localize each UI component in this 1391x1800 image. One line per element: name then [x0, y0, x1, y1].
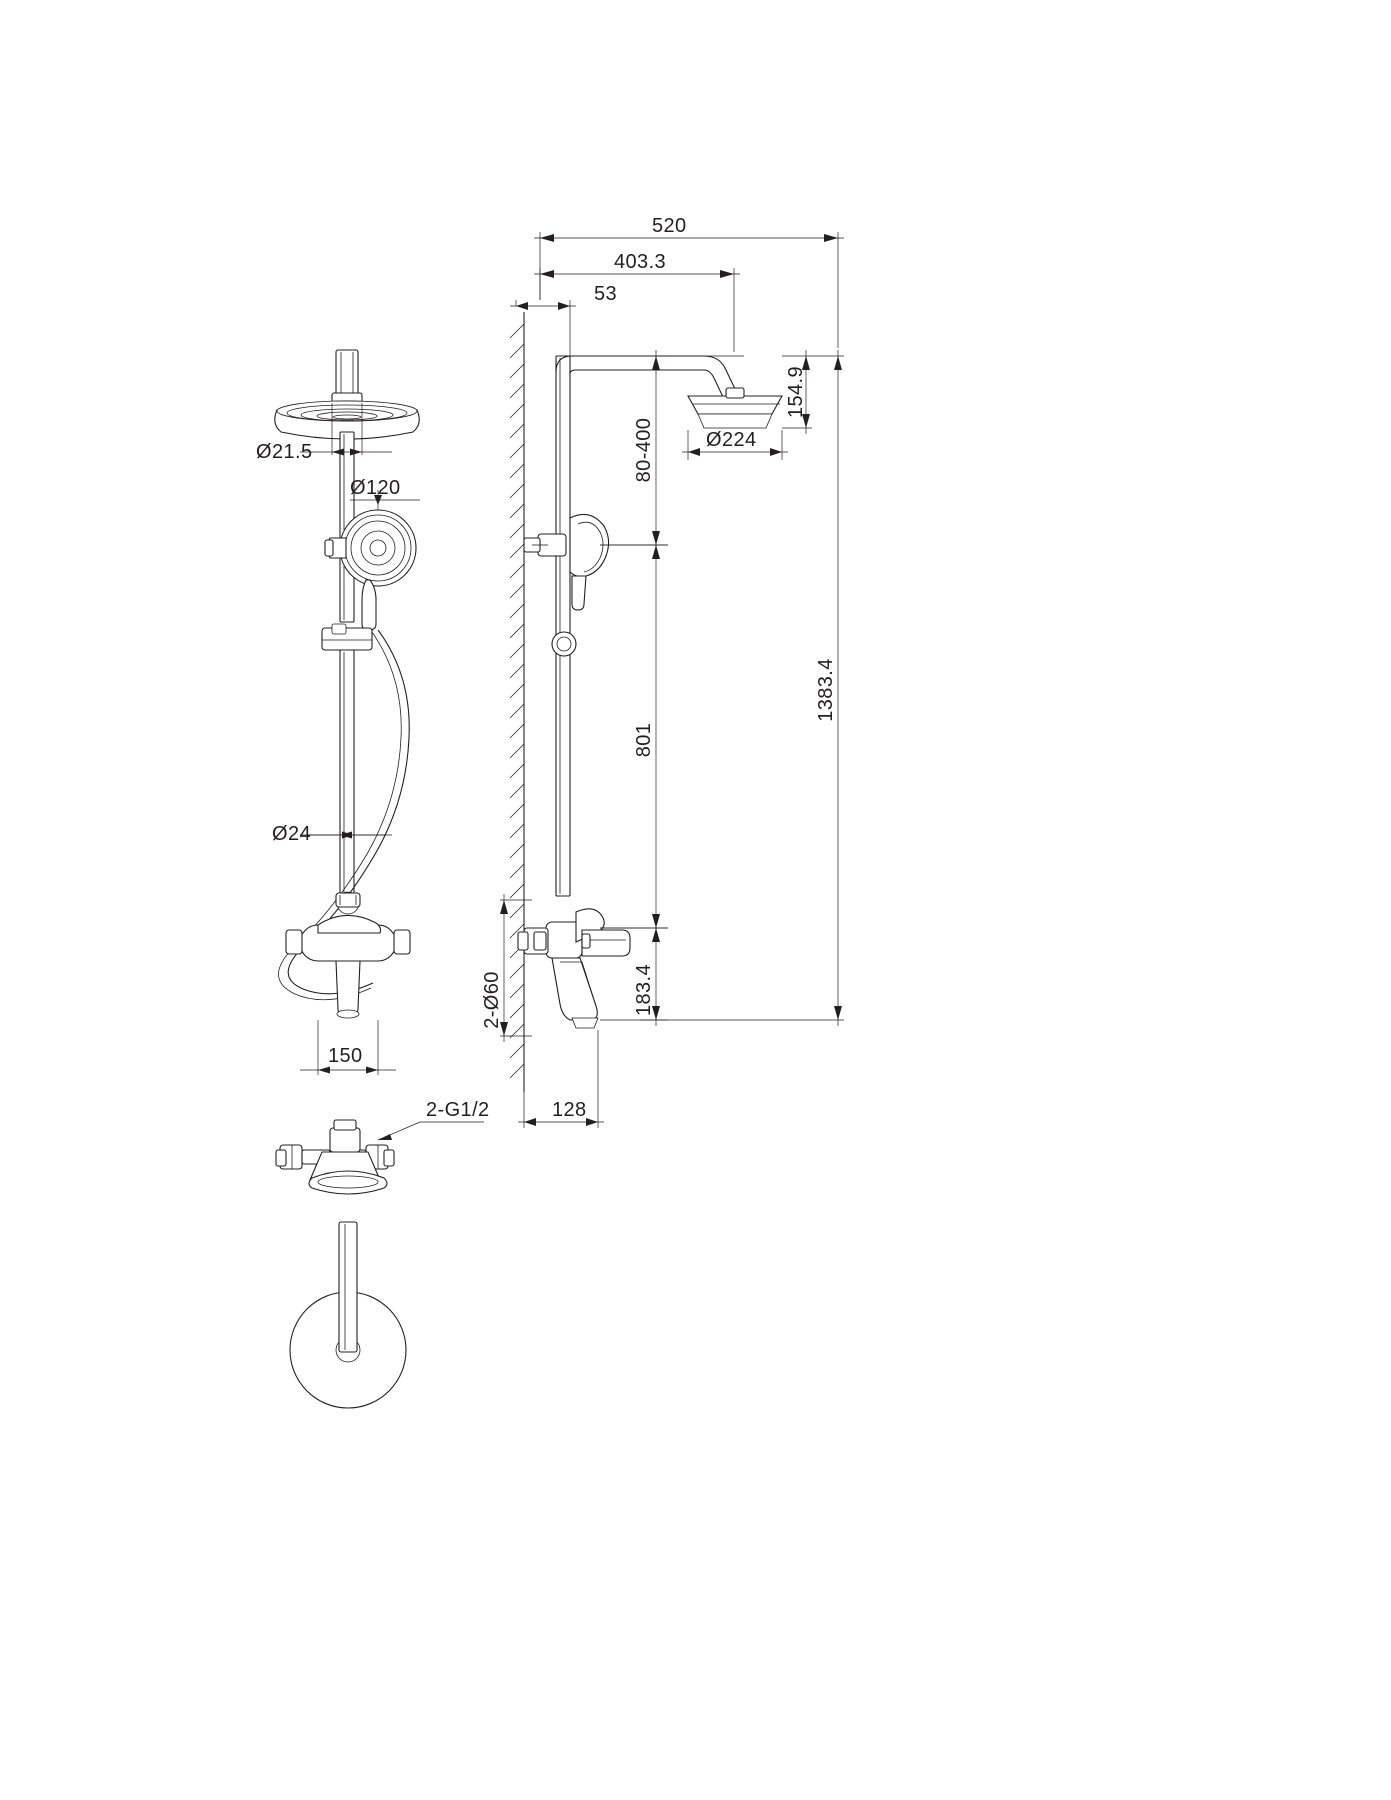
dim-overhead-head-height: 154.9	[785, 365, 807, 419]
dim-overhead-head-dia: Ø224	[706, 429, 757, 451]
dim-thread-callout: 2-G1/2	[426, 1099, 490, 1121]
dim-riser-offset: 53	[594, 283, 618, 305]
side-view-dimensions	[481, 215, 844, 1128]
dim-overhead-arm-projection: 403.3	[614, 251, 667, 273]
dim-overhead-stem-dia: Ø21.5	[256, 441, 313, 463]
dim-total-height: 1383.4	[815, 658, 837, 722]
dim-rail-dia: Ø24	[272, 823, 312, 845]
dim-spout-projection: 150	[328, 1045, 363, 1067]
dim-rail-to-mixer: 801	[633, 722, 655, 758]
dim-mixer-to-spout: 183.4	[633, 963, 655, 1017]
dim-total-projection: 520	[652, 215, 687, 237]
dim-slide-range: 80-400	[633, 417, 655, 483]
detail-view-inlets	[276, 1120, 394, 1194]
dim-hand-shower-dia: Ø120	[350, 477, 401, 499]
dim-wall-inlet-spacing: 2-Ø60	[481, 971, 503, 1029]
front-view	[275, 350, 420, 1408]
dim-base-depth: 128	[552, 1099, 587, 1121]
